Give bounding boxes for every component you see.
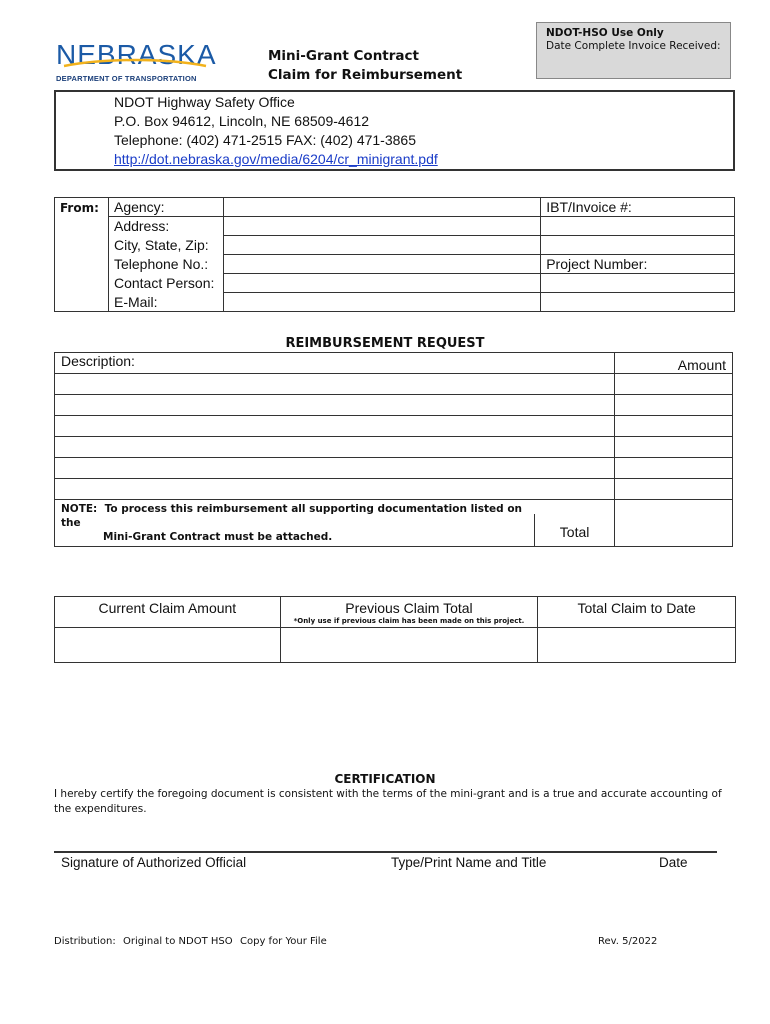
from-table: [54, 197, 735, 312]
ibt-invoice-label[interactable]: IBT/Invoice #:: [541, 198, 735, 217]
date-label: Date: [659, 855, 688, 870]
amount-row-input[interactable]: [615, 458, 733, 479]
nebraska-logo-swoosh-icon: [56, 56, 216, 76]
office-use-box: [536, 22, 731, 79]
city-state-zip-label: City, State, Zip:: [108, 236, 223, 255]
distribution-label: Distribution:: [54, 936, 116, 947]
agency-input[interactable]: [223, 198, 540, 217]
email-input[interactable]: [223, 293, 540, 312]
reimbursement-table: [54, 352, 733, 547]
note-line2: Mini-Grant Contract must be attached.: [103, 531, 333, 543]
previous-claim-label: Previous Claim Total: [345, 600, 473, 616]
reimbursement-note: [55, 500, 534, 546]
amount-row-input[interactable]: [615, 374, 733, 395]
amount-row-input[interactable]: [615, 416, 733, 437]
amount-row-input[interactable]: [615, 479, 733, 500]
email-label: E-Mail:: [108, 293, 223, 312]
project-number-label[interactable]: Project Number:: [541, 255, 735, 274]
note-label: NOTE:: [61, 503, 98, 515]
project-number-input[interactable]: [541, 274, 735, 293]
office-use-heading: NDOT-HSO Use Only: [546, 27, 664, 39]
date-complete-invoice-field[interactable]: Date Complete Invoice Received:: [546, 40, 721, 52]
form-url-link[interactable]: http://dot.nebraska.gov/media/6204/cr_minigrant.pdf: [114, 151, 438, 167]
description-row-input[interactable]: [55, 395, 615, 416]
description-header: Description:: [55, 353, 615, 374]
signature-line[interactable]: [54, 851, 717, 853]
distribution-original: Original to NDOT HSO: [123, 936, 233, 947]
distribution-copy: Copy for Your File: [240, 936, 327, 947]
blank-right-field[interactable]: [541, 236, 735, 255]
logo-department: DEPARTMENT OF TRANSPORTATION: [56, 74, 197, 83]
description-row-input[interactable]: [55, 437, 615, 458]
current-claim-input[interactable]: [55, 628, 281, 663]
name-title-label: Type/Print Name and Title: [391, 855, 547, 870]
contact-person-input[interactable]: [223, 274, 540, 293]
previous-claim-note: *Only use if previous claim has been made on this project.: [293, 617, 525, 625]
current-claim-header: Current Claim Amount: [55, 597, 281, 628]
note-line1: To process this reimbursement all supporting documentation listed on the: [61, 503, 523, 529]
revision-date: Rev. 5/2022: [598, 936, 658, 947]
address-label: Address:: [108, 217, 223, 236]
previous-claim-input[interactable]: [280, 628, 538, 663]
description-row-input[interactable]: [55, 479, 615, 500]
total-amount-input[interactable]: [615, 500, 733, 547]
reimbursement-request-title: REIMBURSEMENT REQUEST: [285, 336, 485, 351]
blank-right-field[interactable]: [541, 293, 735, 312]
note-total-cell: [55, 500, 615, 547]
claim-summary-table: [54, 596, 736, 663]
contact-person-label: Contact Person:: [108, 274, 223, 293]
telephone-input[interactable]: [223, 255, 540, 274]
ibt-invoice-input[interactable]: [541, 217, 735, 236]
description-row-input[interactable]: [55, 416, 615, 437]
total-claim-header: Total Claim to Date: [538, 597, 736, 628]
previous-claim-header: [280, 597, 538, 628]
from-label: From:: [55, 198, 109, 312]
amount-row-input[interactable]: [615, 437, 733, 458]
address-block: [114, 93, 438, 169]
amount-header: Amount: [615, 353, 733, 374]
description-row-input[interactable]: [55, 374, 615, 395]
address-line1: NDOT Highway Safety Office: [114, 94, 295, 110]
agency-label: Agency:: [108, 198, 223, 217]
city-state-zip-input[interactable]: [223, 236, 540, 255]
form-title-line1: Mini-Grant Contract: [268, 48, 419, 64]
address-line3: Telephone: (402) 471-2515 FAX: (402) 471-3865: [114, 132, 416, 148]
form-title: [268, 47, 462, 85]
form-title-line2: Claim for Reimbursement: [268, 67, 463, 83]
certification-title: CERTIFICATION: [334, 772, 436, 786]
certification-text: I hereby certify the foregoing document is consistent with the terms of the mini-grant and is a true and accurate accounting of the expenditures.: [54, 788, 722, 815]
address-line2: P.O. Box 94612, Lincoln, NE 68509-4612: [114, 113, 370, 129]
amount-row-input[interactable]: [615, 395, 733, 416]
address-input[interactable]: [223, 217, 540, 236]
total-label: Total: [534, 514, 614, 546]
signature-label: Signature of Authorized Official: [61, 855, 247, 870]
telephone-label: Telephone No.:: [108, 255, 223, 274]
nebraska-logo-wordmark: NEBRASKA: [56, 39, 217, 70]
total-claim-input[interactable]: [538, 628, 736, 663]
description-row-input[interactable]: [55, 458, 615, 479]
